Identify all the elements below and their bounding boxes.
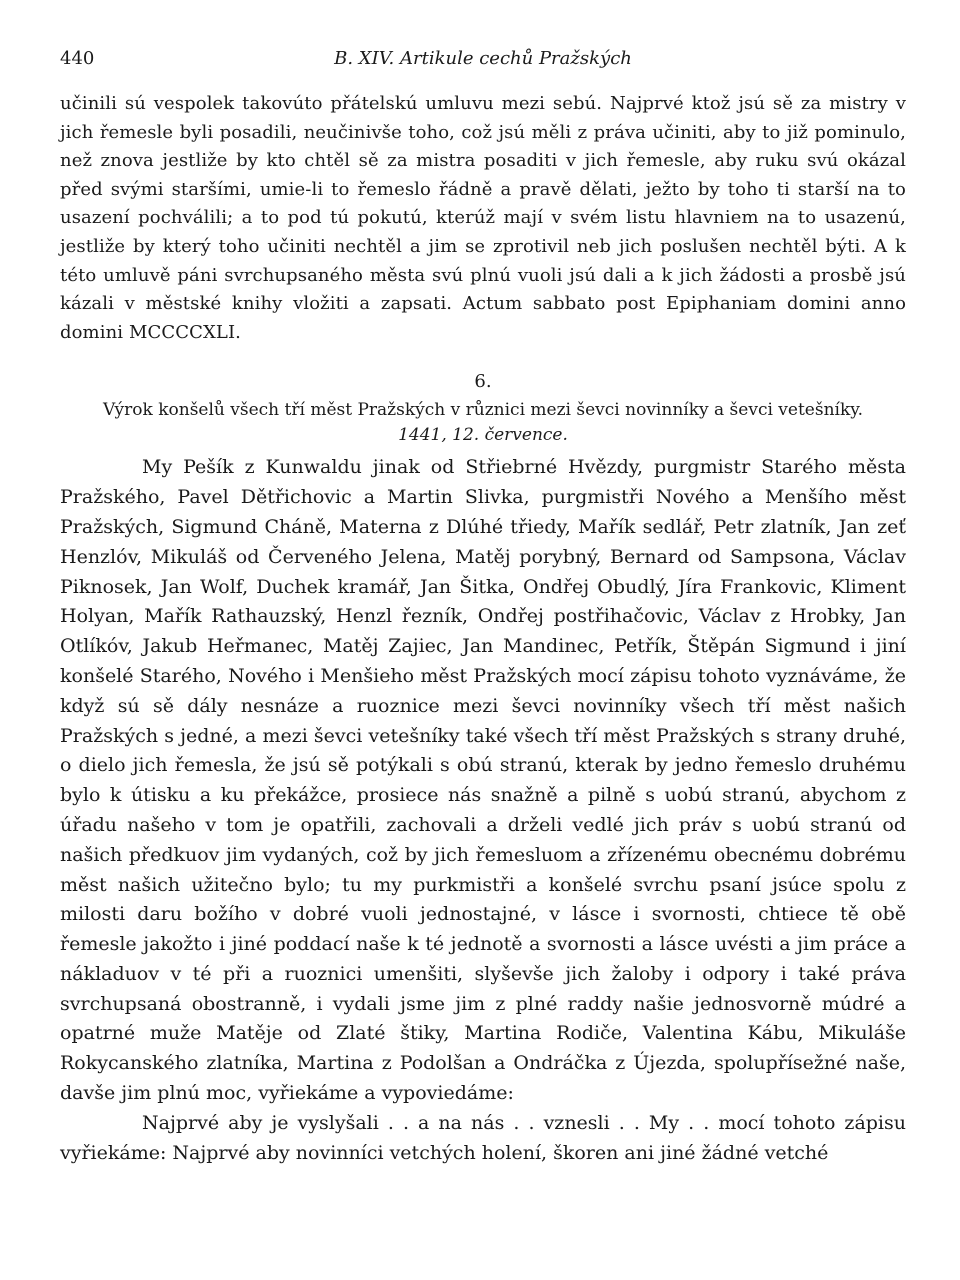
running-head: B. XIV. Artikule cechů Pražských	[334, 48, 632, 69]
intro-paragraph: učinili sú vespolek takovúto přátelskú umluvu mezi sebú. Najprvé ktož jsú sě za mistry v jich řemesle byli posadili, neučinivše toho, což jsú měli z práva učiniti, aby to již pominulo, než znova jestliže by kto chtěl sě za mistra posaditi v jich řemesle, aby ruku svú okázal před svými staršími, umie-li to řemeslo řádně a pravě dělati, ježto by toho ti starší na to usazení pochválili; a to pod tú pokutú, kterúž mají v svém listu hlavniem na to usazenú, jestliže by který toho učiniti nechtěl a jim se zprotivil neb jich poslušen nechtěl býti. A k této umluvě páni svrchupsaného města svú plnú vuoli jsú dali a k jich žádosti a prosbě jsú kázali v městské knihy vložiti a zapsati. Actum sabbato post Epiphaniam domini anno domini MCCCCXLI.	[60, 93, 906, 343]
document-page	[60, 40, 906, 1168]
document-title: Výrok konšelů všech tří měst Pražských v různici mezi ševci novinníky a ševci vetešníky.	[102, 400, 864, 421]
page-number: 440	[60, 48, 95, 69]
document-number: 6.	[474, 371, 492, 393]
document-body-paragraph: My Pešík z Kunwaldu jinak od Střiebrné Hvězdy, purgmistr Starého města Pražského, Pavel Dětřichovic a Martin Slivka, purgmistři Nového a Menšího měst Pražských, Sigmund Cháně, Materna z Dlúhé třiedy, Mařík sedlář, Petr zlatník, Jan zeť Henzlóv, Mikuláš od Červeného Jelena, Matěj porybný, Bernard od Sampsona, Václav Piknosek, Jan Wolf, Duchek kramář, Jan Šitka, Ondřej Obudlý, Jíra Frankovic, Kliment Holyan, Mařík Rathauzský, Henzl řezník, Ondřej postřihačovic, Václav z Hrobky, Jan Otlíkóv, Jakub Heřmanec, Matěj Zajiec, Jan Mandinec, Petřík, Štěpán Sigmund i jiní konšelé Starého, Nového i Menšieho měst Pražských mocí zápisu tohoto vyznáváme, že když sú sě dály nesnáze a ruoznice mezi ševci novinníky všech tří měst našich Pražských s jedné, a mezi ševci vetešníky také všech tří měst Pražských s strany druhé, o dielo jich řemesla, že jsú sě potýkali s obú stranú, kterak by jedno řemeslo druhému bylo k útisku a ku překážce, prosiece nás snažně a pilně s uobú stranú, abychom z úřadu našeho v tom je opatřili, zachovali a drželi vedlé jich práv s uobú stranú od našich předkuov jim vydaných, což by jich řemesluom a zřízenému obecnému dobrému měst našich užitečno bylo; tu my purkmistři a konšelé svrchu psaní jsúce spolu z milosti daru božího v dobré vuoli jednostajné, v lásce i svornosti, chtiece tě obě řemesle jakožto i jiné poddací naše k té jednotě a svornosti a lásce uvésti a jim práce a nákladuov v té při a ruoznici umenšiti, slyševše jich žaloby i odpory i také práva svrchupsaná obostranně, i vydali jsme jim z plné raddy našie jednosvorně múdré a opatrné muže Matěje od Zlaté štiky, Martina Rodiče, Valentina Kábu, Mikuláše Rokycanského zlatníka, Martina z Podolšan a Ondráčka z Újezda, spolupřísežné naše, davše jim plnú moc, vyřiekáme a vypoviedáme:	[60, 456, 906, 1105]
page-header	[60, 40, 906, 80]
document-date: 1441, 12. července.	[398, 425, 568, 446]
document-final-paragraph: Najprvé aby je vyslyšali . . a na nás . . vznesli . . My . . mocí tohoto zápisu vyřiekáme: Najprvé aby novinníci vetchých holení, škoren ani jiné žádné vetché	[60, 1111, 906, 1164]
